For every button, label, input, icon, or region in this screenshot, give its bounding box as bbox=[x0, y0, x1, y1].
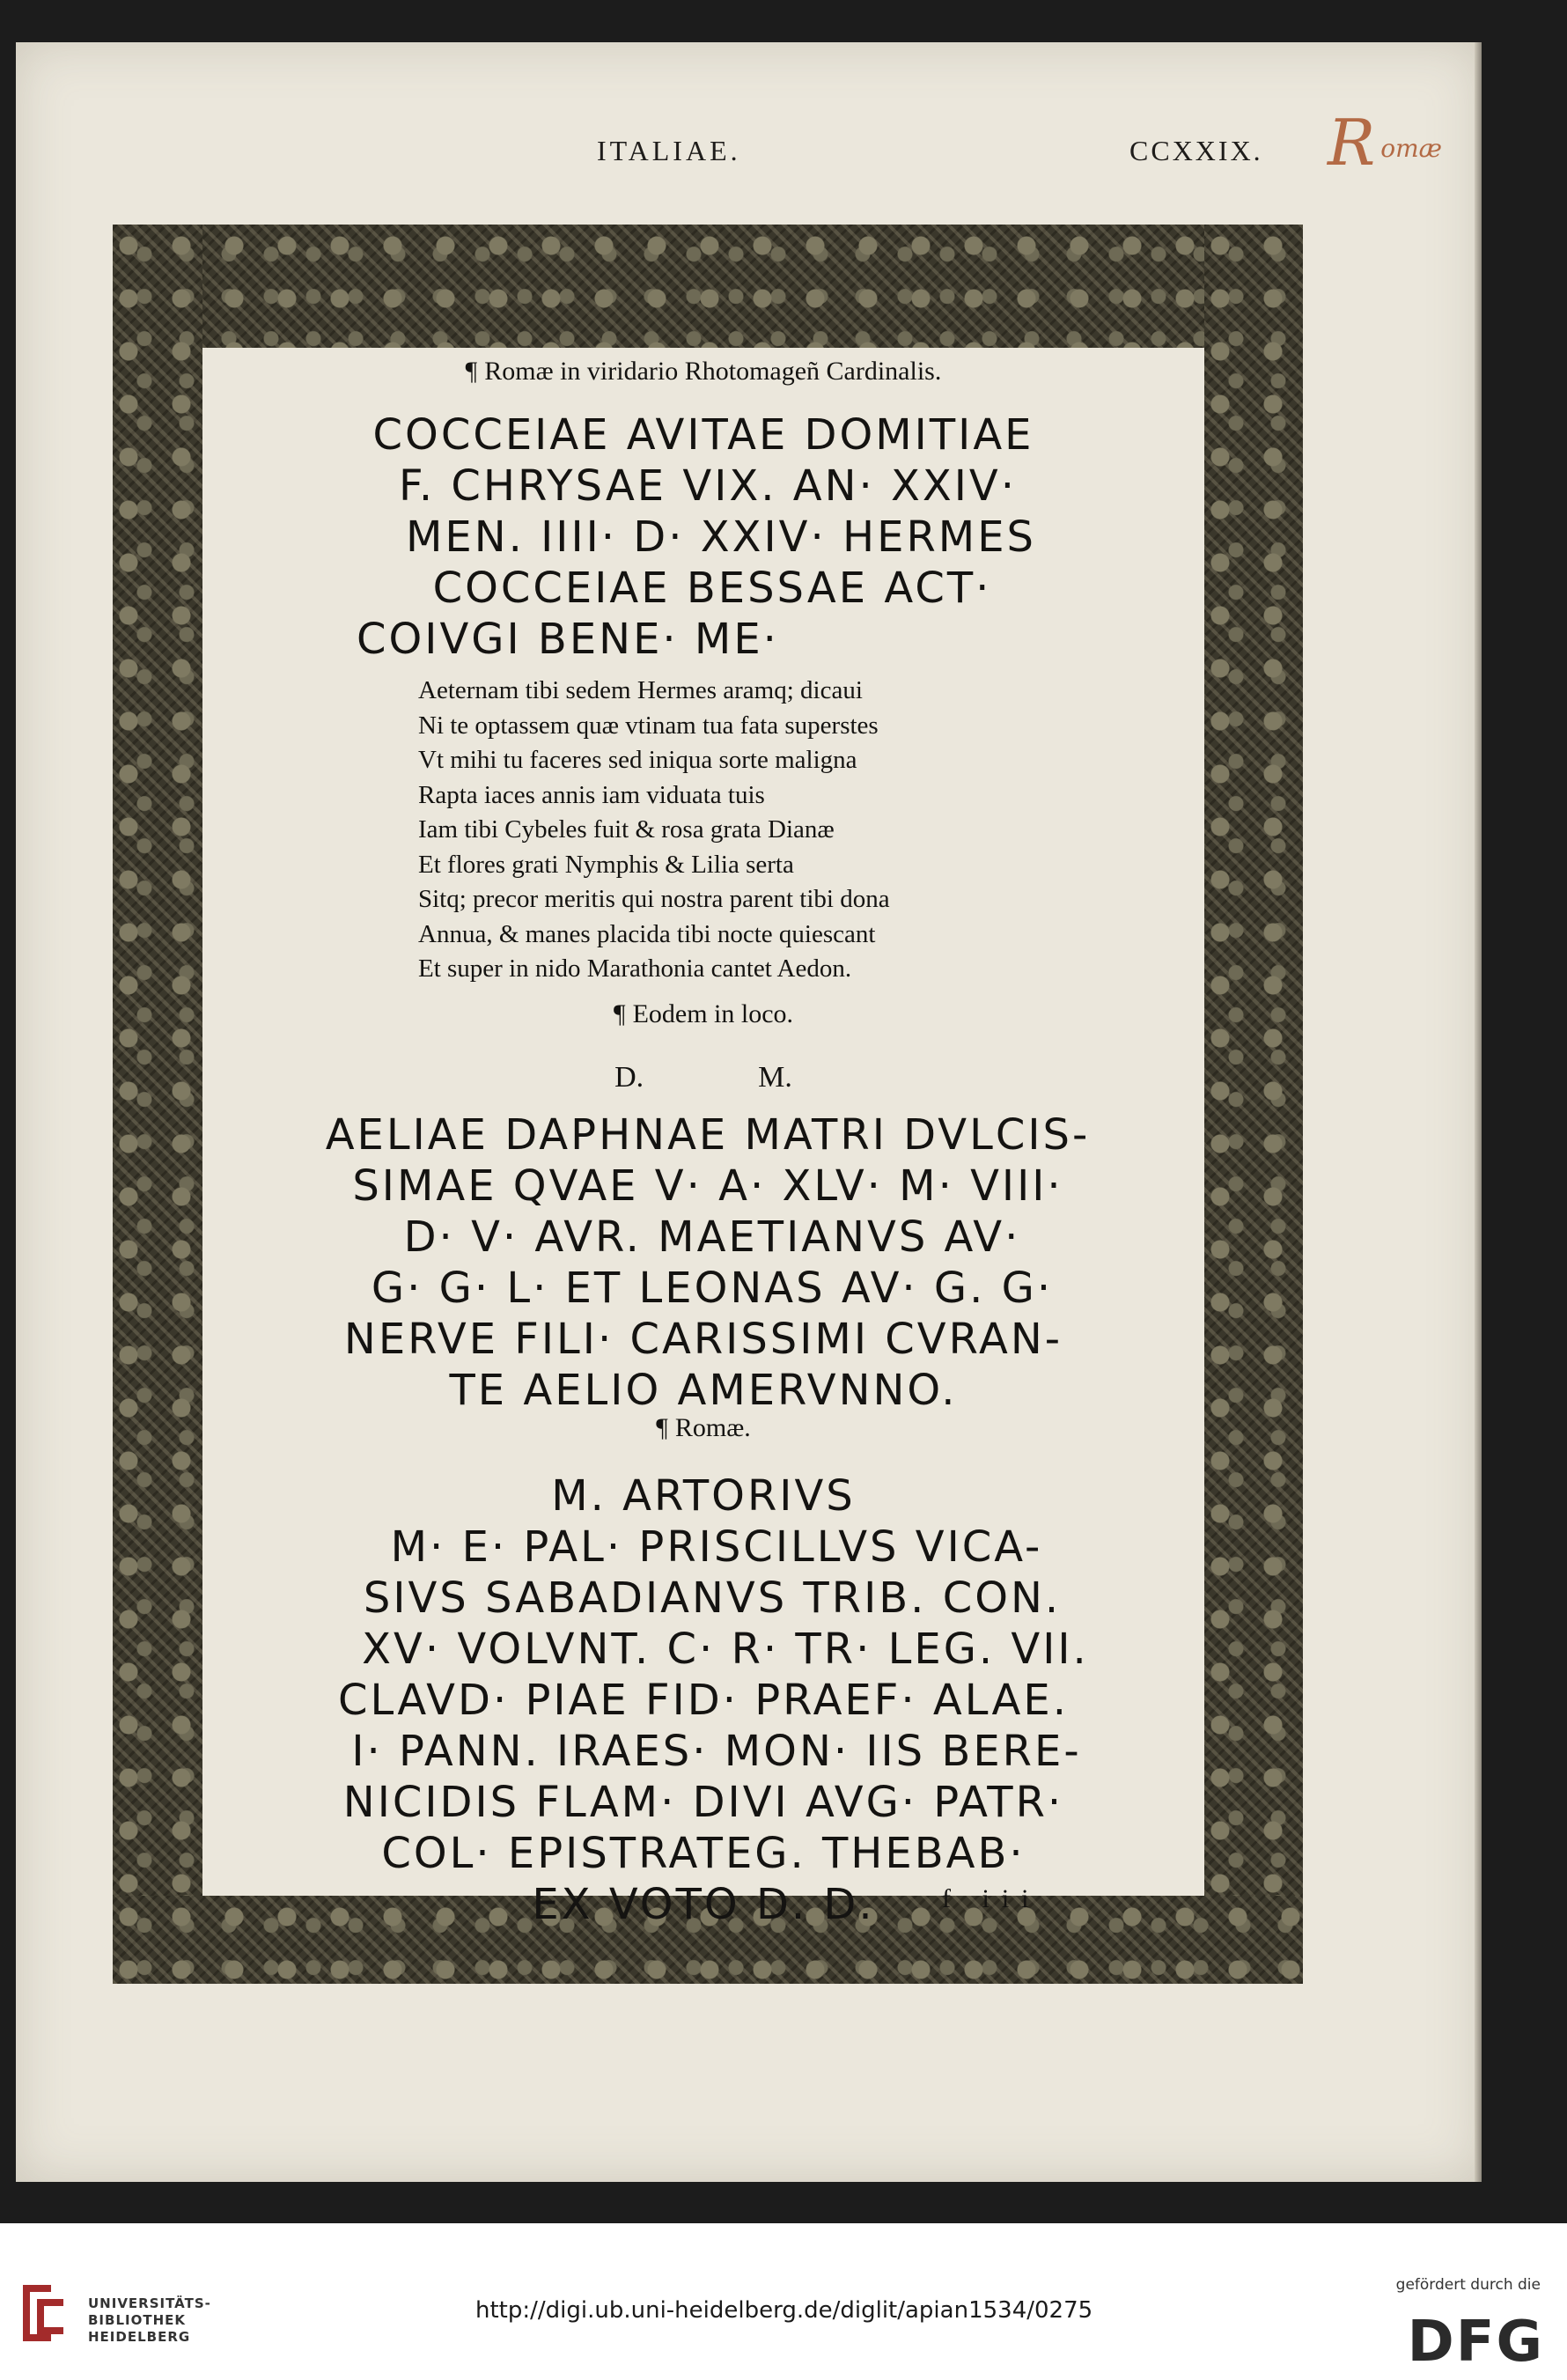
inscription-line: SIMAE QVAE V· A· XLV· M· VIII· bbox=[352, 1161, 1063, 1211]
border-top-ornament bbox=[113, 225, 1303, 348]
caption-1-text: Romæ in viridario Rhotomageñ Cardinalis. bbox=[484, 357, 942, 386]
dm-heading bbox=[202, 1061, 1204, 1094]
funding-note: gefördert durch die bbox=[1395, 2276, 1541, 2294]
permalink-url[interactable]: http://digi.ub.uni-heidelberg.de/diglit/apian1534/0275 bbox=[475, 2297, 1093, 2324]
pilcrow-icon: ¶ bbox=[656, 1413, 668, 1442]
institution-line-3: HEIDELBERG bbox=[88, 2329, 191, 2345]
caption-2-text: Eodem in loco. bbox=[632, 999, 794, 1028]
verse-line: Annua, & manes placida tibi nocte quiescant bbox=[418, 919, 876, 948]
verse-line: Sitq; precor meritis qui nostra parent tibi dona bbox=[418, 885, 890, 913]
pilcrow-icon: ¶ bbox=[613, 999, 626, 1028]
inscription-line: EX VOTO D. D. bbox=[532, 1880, 875, 1929]
inscription-line: COL· EPISTRATEG. THEBAB· bbox=[381, 1829, 1026, 1878]
inscription-line: M. ARTORIVS bbox=[551, 1471, 856, 1521]
inscription-line: M· E· PAL· PRISCILLVS VICA- bbox=[390, 1522, 1043, 1572]
book-page bbox=[16, 42, 1482, 2182]
inscription-line: COIVGI BENE· ME· bbox=[357, 615, 779, 664]
inscription-line: D· V· AVR. MAETIANVS AV· bbox=[403, 1212, 1021, 1262]
margin-note-initial: R bbox=[1328, 106, 1376, 180]
dfg-logo: DFG bbox=[1407, 2310, 1544, 2375]
border-left-ornament bbox=[113, 225, 202, 1984]
caption-3-text: Romæ. bbox=[674, 1413, 751, 1442]
border-right-ornament bbox=[1204, 225, 1303, 1984]
handwritten-margin-note bbox=[1328, 106, 1442, 180]
running-title: ITALIAE. bbox=[597, 135, 741, 166]
verse-line: Aeternam tibi sedem Hermes aramq; dicaui bbox=[418, 676, 863, 704]
inscription-1 bbox=[202, 409, 1204, 665]
verse-line: Ni te optassem quæ vtinam tua fata superstes bbox=[418, 711, 879, 740]
institution-line-2: BIBLIOTHEK bbox=[88, 2312, 186, 2328]
caption-1 bbox=[202, 357, 1204, 387]
inscription-line: I· PANN. IRAES· MON· IIS BERE- bbox=[351, 1727, 1082, 1776]
inscription-3 bbox=[202, 1470, 1204, 1930]
inscription-line: COCCEIAE BESSAE ACT· bbox=[432, 564, 992, 613]
inscription-line: NERVE FILI· CARISSIMI CVRAN- bbox=[343, 1315, 1063, 1364]
verse-line: Vt mihi tu faceres sed iniqua sorte maligna bbox=[418, 746, 857, 774]
inscription-line: MEN. IIII· D· XXIV· HERMES bbox=[405, 512, 1037, 562]
text-panel bbox=[202, 348, 1204, 1929]
university-logo-icon bbox=[16, 2280, 70, 2347]
institution-name bbox=[88, 2295, 211, 2346]
pilcrow-icon: ¶ bbox=[465, 357, 478, 386]
signature-mark: f iii bbox=[942, 1884, 1041, 1913]
inscription-line: XV· VOLVNT. C· R· TR· LEG. VII. bbox=[362, 1625, 1089, 1674]
caption-2 bbox=[202, 999, 1204, 1029]
verse-epitaph bbox=[418, 674, 1034, 987]
inscription-line: AELIAE DAPHNAE MATRI DVLCIS- bbox=[325, 1110, 1091, 1160]
inscription-line: COCCEIAE AVITAE DOMITIAE bbox=[372, 410, 1034, 460]
inscription-line: CLAVD· PIAE FID· PRAEF· ALAE. bbox=[338, 1676, 1069, 1725]
inscription-2 bbox=[202, 1109, 1204, 1416]
inscription-line: F. CHRYSAE VIX. AN· XXIV· bbox=[398, 461, 1018, 511]
dm-d: D. bbox=[614, 1061, 644, 1094]
inscription-line: G· G· L· ET LEONAS AV· G. G· bbox=[371, 1264, 1054, 1313]
folio-number: CCXXIX. bbox=[1129, 135, 1263, 166]
inscription-line: SIVS SABADIANVS TRIB. CON. bbox=[363, 1573, 1062, 1623]
inscription-line: NICIDIS FLAM· DIVI AVG· PATR· bbox=[342, 1778, 1064, 1827]
verse-line: Iam tibi Cybeles fuit & rosa grata Dianæ bbox=[418, 815, 835, 844]
verse-line: Et super in nido Marathonia cantet Aedon. bbox=[418, 954, 852, 983]
institution-line-1: UNIVERSITÄTS- bbox=[88, 2295, 211, 2311]
inscription-line: TE AELIO AMERVNNO. bbox=[449, 1366, 958, 1415]
dm-m: M. bbox=[758, 1061, 792, 1094]
verse-line: Rapta iaces annis iam viduata tuis bbox=[418, 780, 765, 809]
verse-line: Et flores grati Nymphis & Lilia serta bbox=[418, 850, 794, 879]
caption-3 bbox=[202, 1413, 1204, 1443]
margin-note-rest: omæ bbox=[1380, 133, 1442, 163]
